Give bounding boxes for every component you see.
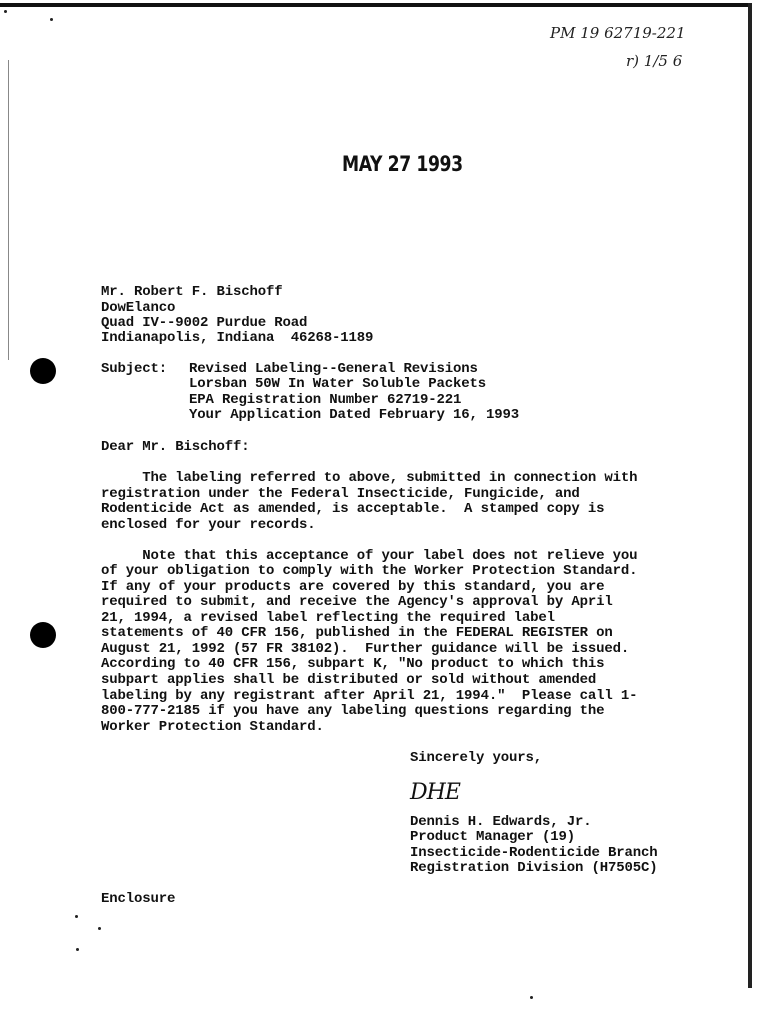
date-stamp: MAY 27 1993 [342,152,463,176]
recipient-company: DowElanco [101,300,176,316]
punch-hole-top [30,358,56,384]
subject-line: Revised Labeling--General Revisions [189,361,478,377]
signer-title: Product Manager (19) [410,829,576,845]
paragraph-line: registration under the Federal Insecticide, Fungicide, and [101,486,580,502]
recipient-street: Quad IV--9002 Purdue Road [101,315,308,331]
closing: Sincerely yours, [410,750,543,766]
scan-speck [98,927,101,930]
paragraph-line: enclosed for your records. [101,517,316,533]
salutation: Dear Mr. Bischoff: [101,439,250,455]
paragraph-line: Worker Protection Standard. [101,719,324,735]
subject-line: Your Application Dated February 16, 1993 [189,407,520,423]
paragraph-line: labeling by any registrant after April 21, 1994." Please call 1- [101,688,638,704]
scan-left-edge [8,60,9,360]
subject-label: Subject: [101,361,168,377]
signer-branch: Insecticide-Rodenticide Branch [410,845,658,861]
paragraph-line: 21, 1994, a revised label reflecting the required label [101,610,555,626]
signature-initials: DHE [410,780,460,805]
paragraph-line: statements of 40 CFR 156, published in the FEDERAL REGISTER on [101,625,613,641]
recipient-name: Mr. Robert F. Bischoff [101,284,283,300]
scan-speck [75,915,78,918]
paragraph-line: August 21, 1992 (57 FR 38102). Further guidance will be issued. [101,641,630,657]
scan-speck [76,948,79,951]
handwritten-annotation-top: PM 19 62719-221 [550,24,686,42]
paragraph-line: According to 40 CFR 156, subpart K, "No product to which this [101,656,605,672]
paragraph-line: of your obligation to comply with the Worker Protection Standard. [101,563,638,579]
handwritten-annotation-second: r) 1/5 6 [626,52,683,70]
paragraph-line: Rodenticide Act as amended, is acceptable. A stamped copy is [101,501,605,517]
scan-speck [530,996,533,999]
subject-line: Lorsban 50W In Water Soluble Packets [189,376,487,392]
punch-hole-bottom [30,622,56,648]
paragraph-line: required to submit, and receive the Agency's approval by April [101,594,613,610]
recipient-city: Indianapolis, Indiana 46268-1189 [101,330,374,346]
scan-top-border [0,3,752,7]
paragraph-line: 800-777-2185 if you have any labeling questions regarding the [101,703,605,719]
paragraph-line: The labeling referred to above, submitted in connection with [101,470,638,486]
signer-division: Registration Division (H7505C) [410,860,658,876]
paragraph-line: Note that this acceptance of your label does not relieve you [101,548,638,564]
paragraph-line: subpart applies shall be distributed or sold without amended [101,672,597,688]
scan-right-border [748,3,752,988]
signer-name: Dennis H. Edwards, Jr. [410,814,592,830]
subject-line: EPA Registration Number 62719-221 [189,392,462,408]
enclosure-note: Enclosure [101,891,176,907]
paragraph-line: If any of your products are covered by this standard, you are [101,579,605,595]
scan-speck [4,10,7,13]
scan-speck [50,18,53,21]
